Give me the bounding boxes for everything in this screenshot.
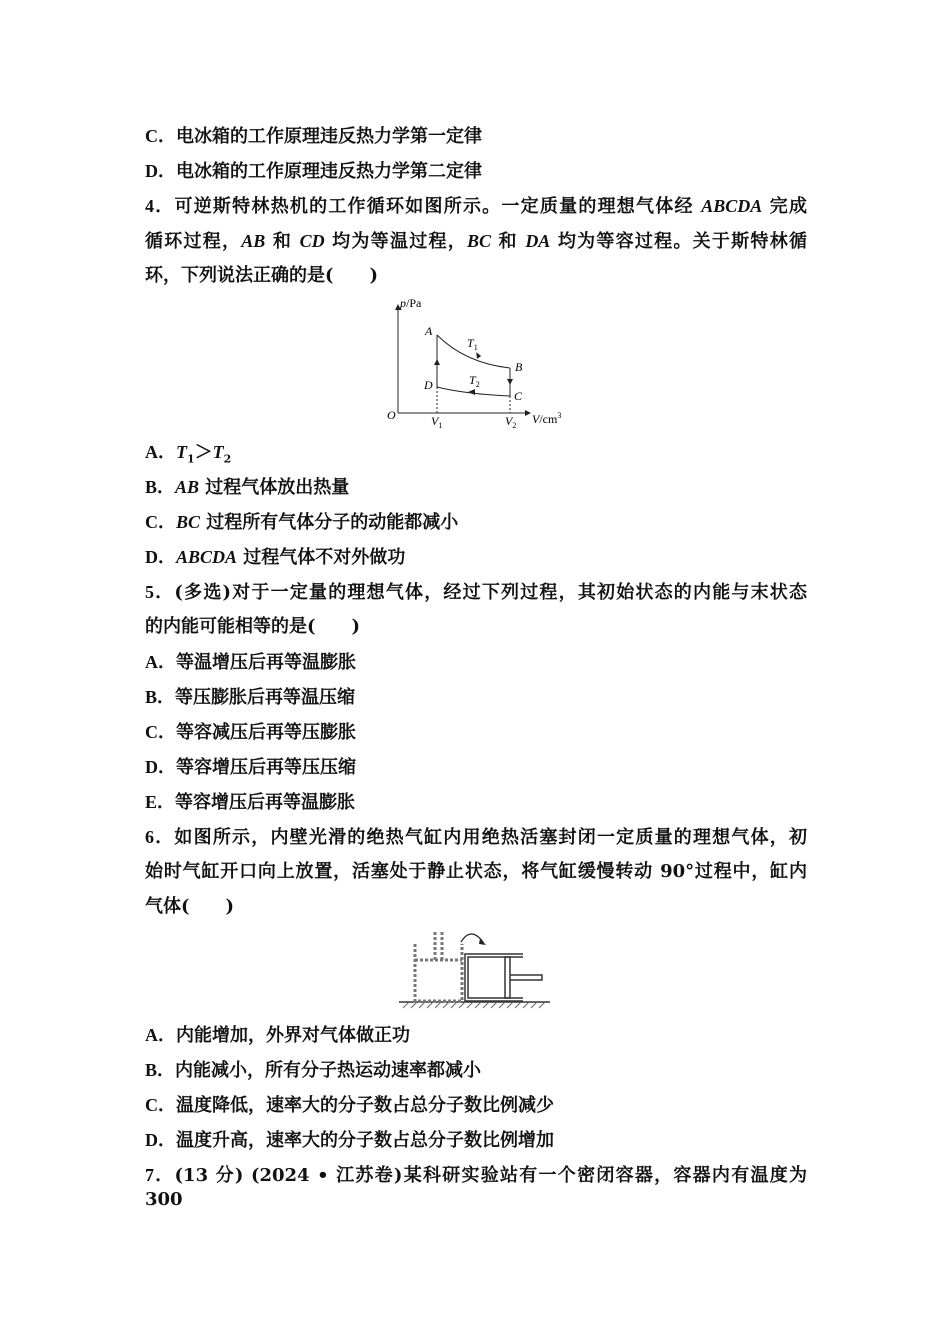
option-label: A． <box>145 652 176 672</box>
question-number: 7． <box>145 1165 175 1185</box>
q5-stem-line1 <box>145 580 807 605</box>
q6-stem-line1 <box>145 825 807 850</box>
q3-option-c <box>145 124 482 149</box>
stem-text: 如图所示，内壁光滑的绝热气缸内用绝热活塞封闭一定质量的理想气体，初 <box>174 827 808 848</box>
question-number: 5． <box>145 582 175 602</box>
rotated-cylinder <box>465 954 542 1001</box>
option-text: 等压膨胀后再等温压缩 <box>175 687 356 708</box>
q4-stem-line3 <box>145 264 378 288</box>
q6-stem-line2 <box>145 860 807 884</box>
question-number: 6． <box>145 827 175 847</box>
stem-text: (多选)对于一定量的理想气体，经过下列过程，其初始状态的内能与末状态 <box>174 582 808 603</box>
stem-italic: CD <box>299 231 325 251</box>
q5-stem-line2 <box>145 615 360 639</box>
option-text: 等容减压后再等压膨胀 <box>176 722 356 743</box>
ground-hatching <box>403 1002 545 1008</box>
point-c-label: C <box>514 389 523 403</box>
option-label: D． <box>145 161 176 181</box>
stem-text: 气体( ) <box>145 896 235 917</box>
stem-italic: ABCDA <box>701 196 763 216</box>
option-label: C． <box>145 512 176 532</box>
option-italic: BC <box>176 512 201 532</box>
option-label: C． <box>145 1095 176 1115</box>
stem-italic: BC <box>466 231 491 251</box>
subscript: 1 <box>187 452 195 466</box>
v1-label: $V_1$ <box>431 414 443 430</box>
stem-text: (13 分) (2024 • 江苏卷)某科研实验站有一个密闭容器，容器内有温度为 300 <box>145 1165 807 1210</box>
subscript: 2 <box>223 452 232 466</box>
option-label: D． <box>145 1130 176 1150</box>
stem-italic: DA <box>525 231 551 251</box>
rotation-arrowhead <box>479 938 486 945</box>
stem-italic: AB <box>241 231 266 251</box>
option-text: 温度升高，速率大的分子数占总分子数比例增加 <box>176 1130 554 1151</box>
option-text: 内能增加，外界对气体做正功 <box>176 1025 410 1046</box>
option-label: D． <box>145 547 176 567</box>
upright-cylinder <box>415 930 462 1001</box>
q5-option-c <box>145 720 356 745</box>
option-label: D． <box>145 757 176 777</box>
q6-option-b <box>145 1058 481 1083</box>
cylinder-diagram <box>395 922 555 1014</box>
q4-option-b <box>145 475 349 500</box>
q5-option-a <box>145 650 356 675</box>
option-label: A． <box>145 1025 176 1045</box>
p-axis-label: p/Pa <box>400 296 422 310</box>
t2-label: $T_2$ <box>469 373 480 389</box>
question-number: 4． <box>145 196 175 216</box>
q3-option-d <box>145 159 482 184</box>
stem-text: 均为等温过程， <box>324 231 467 252</box>
option-label: E． <box>145 792 176 812</box>
option-text: 电冰箱的工作原理违反热力学第一定律 <box>176 126 482 147</box>
option-label: B． <box>145 687 176 707</box>
option-text: 电冰箱的工作原理违反热力学第二定律 <box>176 161 482 182</box>
stem-text: 可逆斯特林热机的工作循环如图所示。一定质量的理想气体经 <box>174 196 702 217</box>
q6-option-c <box>145 1093 554 1118</box>
option-text: 等容增压后再等温膨胀 <box>175 792 356 813</box>
option-label: B． <box>145 1060 176 1080</box>
point-d-label: D <box>424 378 433 392</box>
symbol: T <box>176 442 187 462</box>
q5-option-d <box>145 755 356 780</box>
option-text: 内能减小，所有分子热运动速率都减小 <box>175 1060 482 1081</box>
arrow-da <box>434 359 440 365</box>
option-text: 过程气体放出热量 <box>199 477 350 498</box>
option-text: 等容增压后再等压压缩 <box>176 757 356 778</box>
stem-text: 环，下列说法正确的是( ) <box>145 265 379 286</box>
q4-stem-line1 <box>145 194 807 219</box>
q7-stem-line1 <box>145 1163 807 1212</box>
option-label: C． <box>145 126 176 146</box>
option-italic: AB <box>175 477 200 497</box>
option-label: B． <box>145 477 176 497</box>
q5-option-e <box>145 790 355 815</box>
option-label: A． <box>145 442 176 462</box>
origin-label: O <box>387 408 396 422</box>
stem-text: 循环过程， <box>145 231 242 252</box>
v-axis-label: $V/cm^3$ <box>532 411 562 426</box>
option-label: C． <box>145 722 176 742</box>
point-a-label: A <box>425 324 433 338</box>
stem-text: 和 <box>265 231 300 252</box>
stem-text: 和 <box>491 231 526 252</box>
symbol: T <box>212 442 224 462</box>
option-text: 过程气体不对外做功 <box>237 547 406 568</box>
pv-diagram <box>380 295 580 430</box>
option-text: 温度降低，速率大的分子数占总分子数比例减少 <box>176 1095 554 1116</box>
q4-stem-line2 <box>145 229 807 254</box>
point-b-label: B <box>515 360 523 374</box>
stem-text: 的内能可能相等的是( ) <box>145 616 361 637</box>
arrow-bc <box>507 379 513 385</box>
q6-option-a <box>145 1023 410 1048</box>
q6-option-d <box>145 1128 554 1153</box>
stem-text: 均为等容过程。关于斯特林循 <box>550 231 807 252</box>
q4-option-a <box>145 440 231 472</box>
option-text: 过程所有气体分子的动能都减小 <box>200 512 459 533</box>
q4-option-d <box>145 545 405 570</box>
stem-text: 完成 <box>762 196 807 217</box>
symbol: ＞ <box>194 442 213 463</box>
arrow-ab <box>474 352 482 360</box>
q4-option-c <box>145 510 458 535</box>
stem-text: 始时气缸开口向上放置，活塞处于静止状态，将气缸缓慢转动 90°过程中，缸内 <box>145 861 807 882</box>
t1-label: $T_1$ <box>467 336 478 352</box>
v2-label: $V_2$ <box>505 414 517 430</box>
option-italic: ABCDA <box>176 547 238 567</box>
option-text: 等温增压后再等温膨胀 <box>176 652 356 673</box>
q6-stem-line3 <box>145 895 234 919</box>
arrow-cd <box>468 389 475 395</box>
q5-option-b <box>145 685 355 710</box>
